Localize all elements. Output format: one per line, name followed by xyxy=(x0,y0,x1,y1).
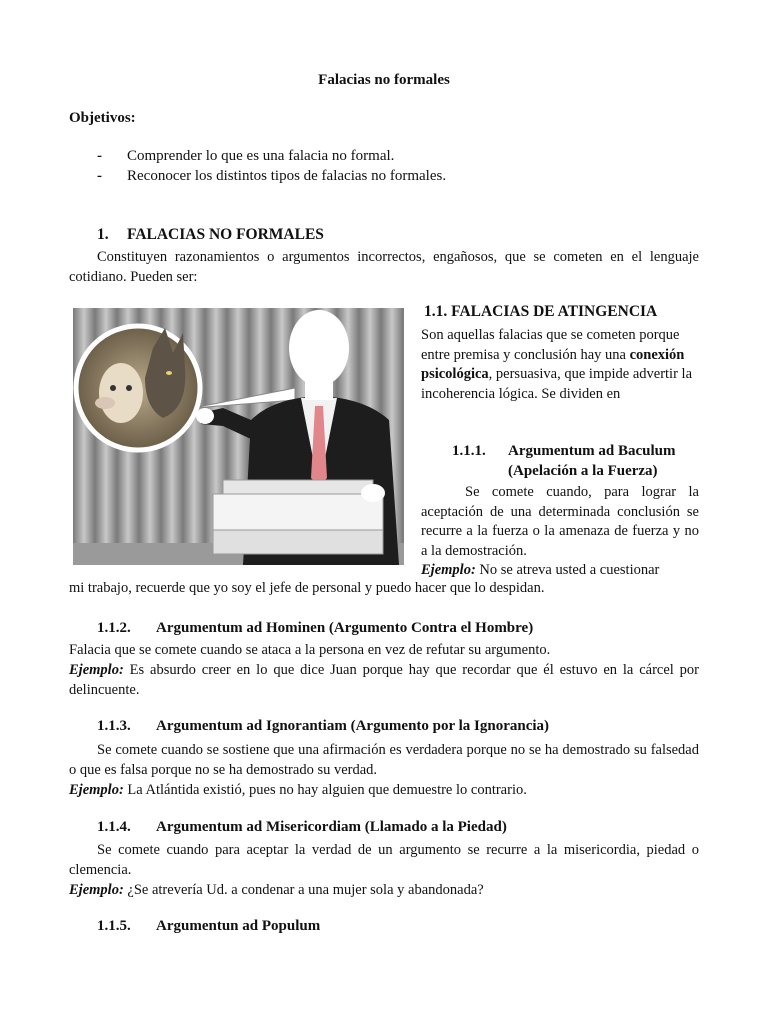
example-text: Es absurdo creer en lo que dice Juan porque hay que recordar que él estuvo en la cárcel por delincuente. xyxy=(69,662,699,698)
example-label: Ejemplo: xyxy=(69,662,124,678)
hominen-heading xyxy=(97,620,533,637)
populum-heading xyxy=(97,918,320,935)
text-part: Son aquellas falacias que se cometen porque entre premisa y conclusión hay una xyxy=(421,327,680,363)
example-text: No se atreva usted a cuestionar xyxy=(479,562,660,578)
objectives-label: Objetivos: xyxy=(69,110,136,126)
paragraph-text: Se comete cuando, para lograr la aceptación de una determinada conclusión se recurre a la fuerza o la amenaza de fuerza y no a la demostración. xyxy=(421,484,699,559)
example-label: Ejemplo: xyxy=(421,562,476,578)
section-number: 1. xyxy=(97,226,109,243)
subsection-text xyxy=(421,326,699,404)
heading-title: Argumentum ad Baculum xyxy=(508,443,676,459)
heading-subtitle: (Apelación a la Fuerza) xyxy=(508,463,658,479)
objective-item xyxy=(97,168,446,185)
ignorantiam-example xyxy=(69,780,699,800)
bullet-dash: - xyxy=(97,148,102,164)
heading-number: 1.1.2. xyxy=(97,620,131,636)
example-text: La Atlántida existió, pues no hay alguien que demuestre lo contrario. xyxy=(127,782,527,798)
example-label: Ejemplo: xyxy=(69,882,124,898)
illustration-image xyxy=(73,308,404,565)
hominen-text: Falacia que se comete cuando se ataca a la persona en vez de refutar su argumento. xyxy=(69,642,551,658)
example-label: Ejemplo: xyxy=(69,782,124,798)
heading-number: 1.1.5. xyxy=(97,918,131,934)
heading-title: Argumentum ad Misericordiam (Llamado a la Piedad) xyxy=(156,819,507,835)
bold-term: conexión psicológica xyxy=(421,346,685,382)
speaker-wolf-illustration xyxy=(73,308,404,565)
heading-title: Argumentum ad Hominen (Argumento Contra el Hombre) xyxy=(156,620,534,636)
ignorantiam-text: Se comete cuando se sostiene que una afirmación es verdadera porque no se ha demostrado su falsedad o que es falsa porque no se ha demostrado su verdad. xyxy=(69,742,699,778)
objective-text: Reconocer los distintos tipos de falacias no formales. xyxy=(127,168,447,184)
ignorantiam-heading xyxy=(97,718,549,735)
heading-title: Argumentun ad Populum xyxy=(156,918,321,934)
section-heading xyxy=(97,226,324,244)
heading-number: 1.1.1. xyxy=(452,443,486,459)
misericordiam-example xyxy=(69,880,699,900)
section-title: FALACIAS NO FORMALES xyxy=(127,226,324,243)
section-intro: Constituyen razonamientos o argumentos incorrectos, engañosos, que se cometen en el lenguaje cotidiano. Pueden ser: xyxy=(69,249,699,285)
objective-item xyxy=(97,148,394,165)
page-title: Falacias no formales xyxy=(318,72,450,88)
heading-number: 1.1.3. xyxy=(97,718,131,734)
baculum-text xyxy=(421,483,699,561)
subsection-heading: 1.1. FALACIAS DE ATINGENCIA xyxy=(424,303,658,320)
misericordiam-heading xyxy=(97,819,507,836)
baculum-example-cont: mi trabajo, recuerde que yo soy el jefe de personal y puedo hacer que lo despidan. xyxy=(69,580,545,596)
heading-title: Argumentum ad Ignorantiam (Argumento por la Ignorancia) xyxy=(156,718,550,734)
heading-number: 1.1.4. xyxy=(97,819,131,835)
misericordiam-text: Se comete cuando para aceptar la verdad de un argumento se recurre a la misericordia, piedad o clemencia. xyxy=(69,842,699,878)
example-text: ¿Se atrevería Ud. a condenar a una mujer sola y abandonada? xyxy=(127,882,484,898)
hominen-example xyxy=(69,660,699,700)
baculum-example xyxy=(421,561,699,581)
text-part: , persuasiva, que impide advertir la incoherencia lógica. Se dividen en xyxy=(421,366,693,402)
baculum-heading xyxy=(452,441,700,481)
bullet-dash: - xyxy=(97,168,102,184)
objective-text: Comprender lo que es una falacia no formal. xyxy=(127,148,395,164)
